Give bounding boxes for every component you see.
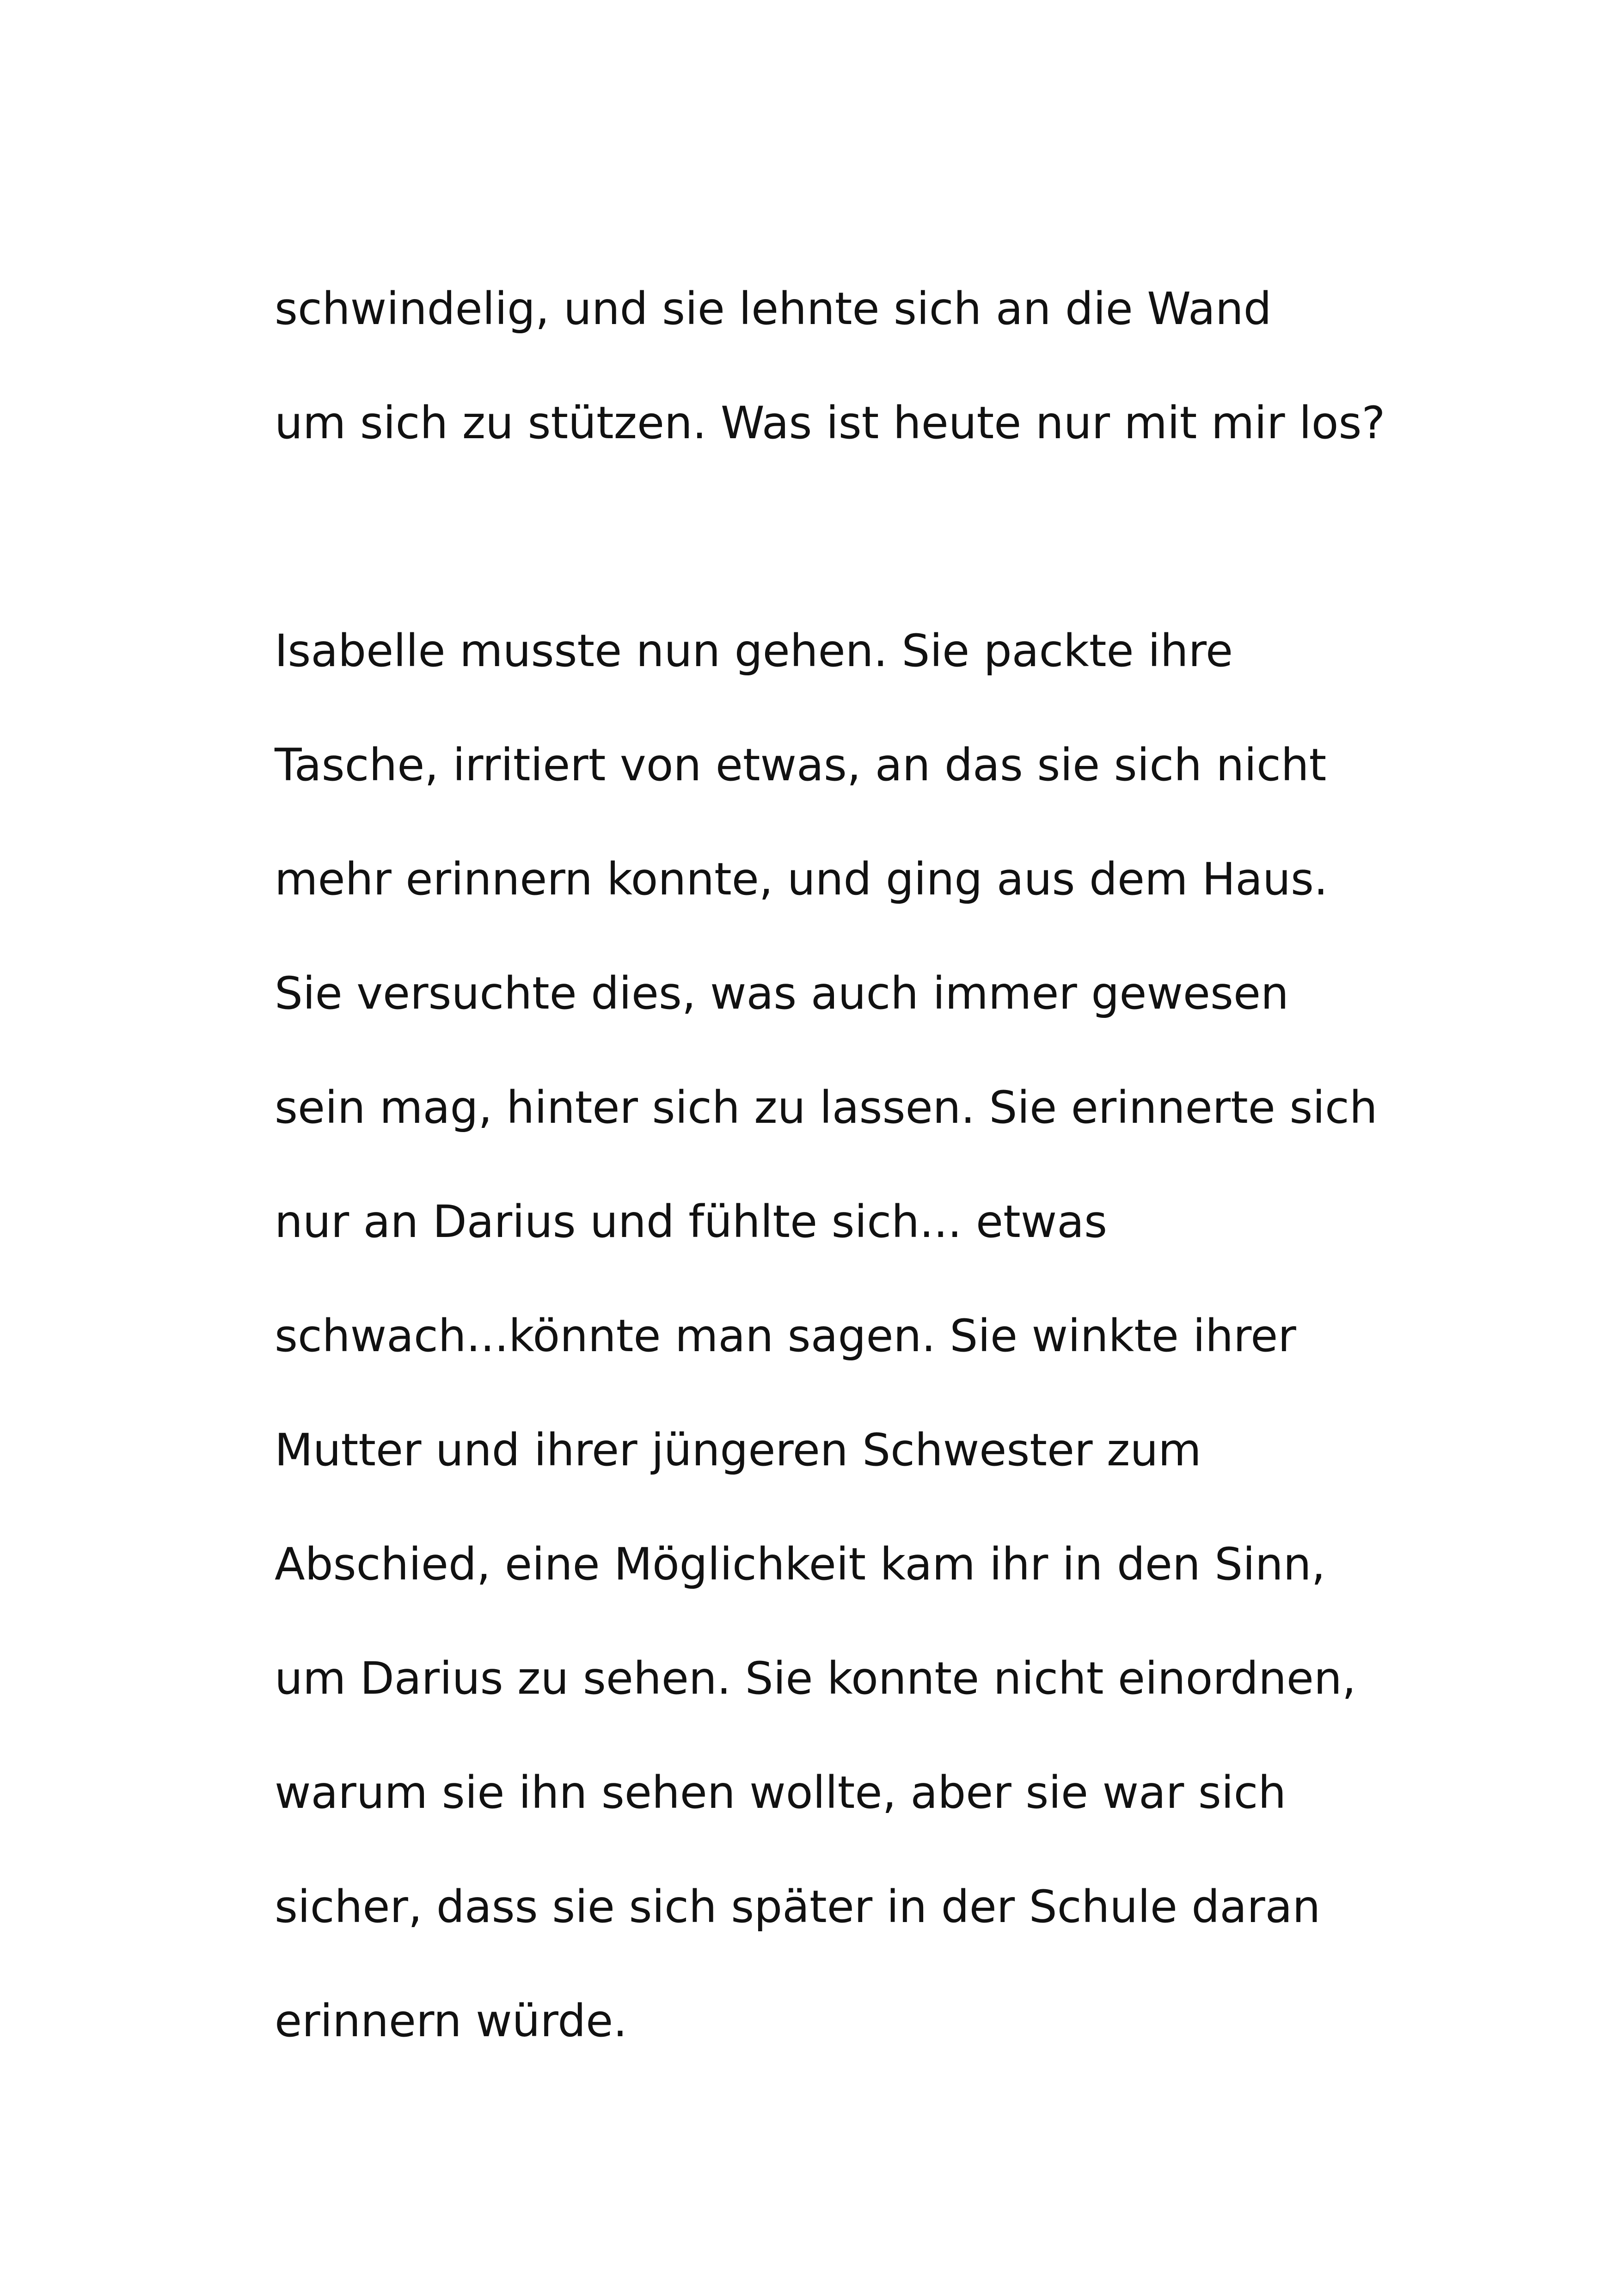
- paragraph-1: [275, 281, 1430, 509]
- text-line: nur an Darius und fühlte sich... etwas: [275, 1196, 1108, 1248]
- text-line: sein mag, hinter sich zu lassen. Sie erinnerte sich: [275, 1082, 1378, 1133]
- text-line: Abschied, eine Möglichkeit kam ihr in den Sinn,: [275, 1538, 1326, 1590]
- text-line: erinnern würde.: [275, 1995, 627, 2047]
- text-line: um Darius zu sehen. Sie konnte nicht einordnen,: [275, 1653, 1356, 1704]
- text-line: mehr erinnern konnte, und ging aus dem Haus.: [275, 853, 1328, 905]
- text-line: schwach...könnte man sagen. Sie winkte ihrer: [275, 1310, 1296, 1362]
- paragraph-2: [275, 623, 1430, 2107]
- text-line: um sich zu stützen. Was ist heute nur mit mir los?: [275, 397, 1385, 449]
- text-line: Mutter und ihrer jüngeren Schwester zum: [275, 1424, 1201, 1476]
- text-line: warum sie ihn sehen wollte, aber sie war sich: [275, 1767, 1287, 1818]
- text-line: Isabelle musste nun gehen. Sie packte ihre: [275, 625, 1233, 677]
- text-line: schwindelig, und sie lehnte sich an die Wand: [275, 283, 1272, 335]
- text-line: sicher, dass sie sich später in der Schule daran: [275, 1881, 1321, 1933]
- text-line: Sie versuchte dies, was auch immer gewesen: [275, 967, 1289, 1019]
- text-line: Tasche, irritiert von etwas, an das sie sich nicht: [275, 739, 1327, 791]
